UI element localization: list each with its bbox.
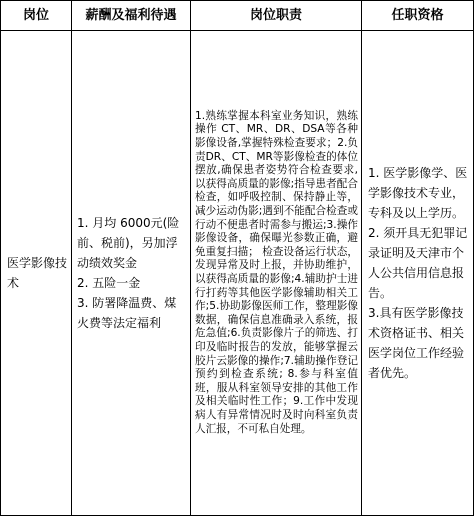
qualification-item: 3.具有医学影像技术资格证书、相关医学岗位工作经验者优先。 <box>368 306 465 380</box>
duties-cell <box>191 31 362 516</box>
header-pay: 薪酬及福利待遇 <box>72 1 191 31</box>
duties-text: 1.熟练掌握本科室业务知识，熟练操作 CT、MR、DR、DSA等各种影像设备,掌握特殊检查要求；2.负责DR、CT、MR等影像检查的体位摆放,确保患者姿势符合检查要求,以获得高质量的影像;指导患者配合检查，如呼吸控制、保持静止等，减少运动伪影;遇到不能配合检查或行动不便患者时需参与搬运;3.操作影像设备，确保曝光参数正确，避免重复扫描； 检查设备运行状态，发现异常及时上报，并协助维护，以获得高质量的影像;4.辅助护士进行打药等其他医学影像辅助相关工作;5.协助影像医师工作，整理影像数据，确保信息准确录入系统，报危急值;6.负责影像片子的筛选、打印及临时报告的发放，能够掌握云胶片云影像的操作;7.辅助操作登记预约到检查系统; 8.参与科室值班，服从科室领导安排的其他工作及相关临时性工作；9.工作中发现病人有异常情况时及时向科室负责人汇报，不可私自处理。 <box>195 109 358 435</box>
pay-item: 1. 月均 6000元(险前、税前)，另加浮动绩效奖金 <box>77 216 180 270</box>
qualifications-cell <box>362 31 474 516</box>
header-qualifications: 任职资格 <box>362 1 474 31</box>
position-cell <box>1 31 72 516</box>
header-duties: 岗位职责 <box>191 1 362 31</box>
pay-item: 3. 防署降温费、煤火费等法定福利 <box>77 296 177 330</box>
table-row <box>1 31 474 516</box>
pay-item: 2. 五险一金 <box>77 276 141 290</box>
qualification-item: 2. 须开具无犯罪记录证明及天津市个人公共信用信息报告。 <box>368 226 468 300</box>
header-position: 岗位 <box>1 1 72 31</box>
qualification-item: 1. 医学影像学、医学影像技术专业，专科及以上学历。 <box>368 166 468 220</box>
position-text: 医学影像技术 <box>7 256 68 290</box>
header-row <box>1 1 474 31</box>
pay-cell <box>72 31 191 516</box>
